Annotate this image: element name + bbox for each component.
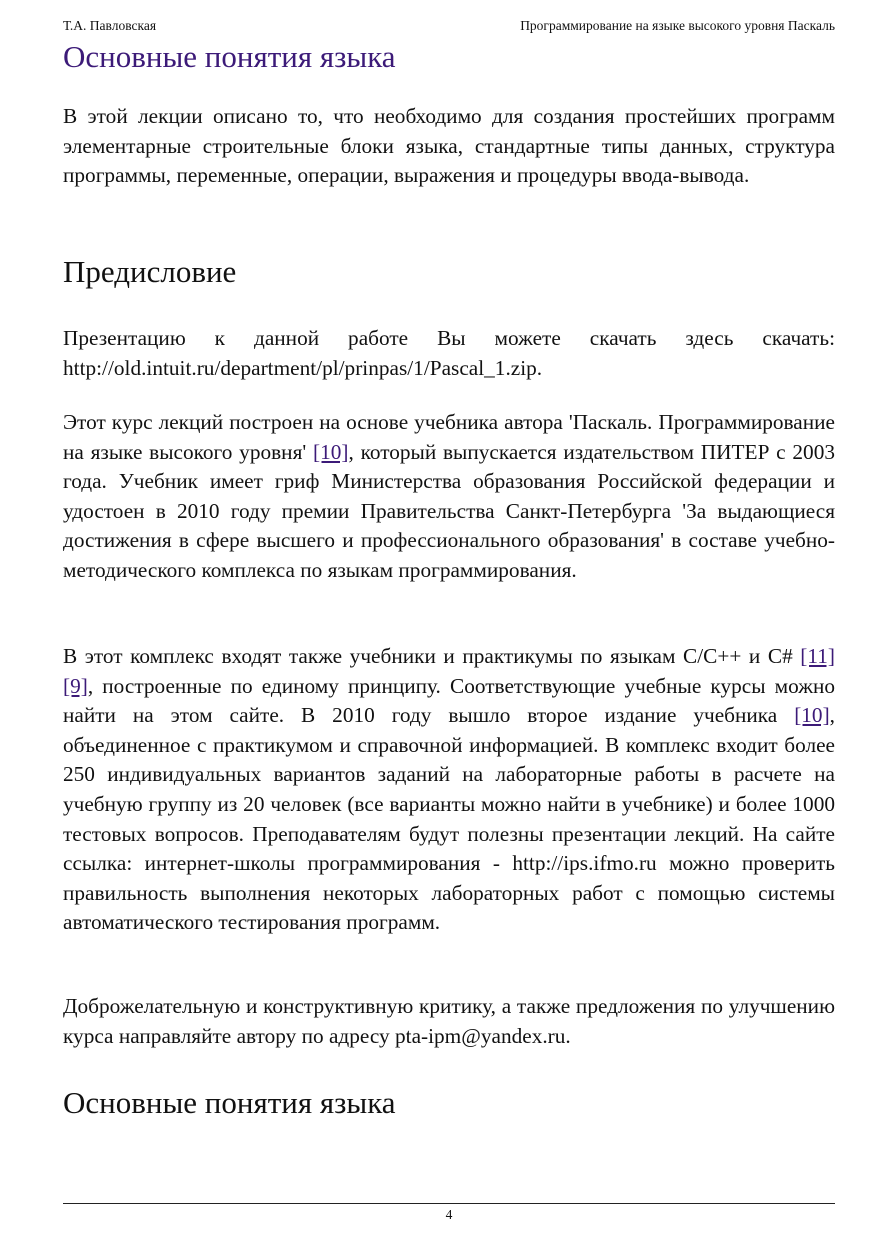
footer-divider xyxy=(63,1203,835,1204)
intro-paragraph: В этой лекции описано то, что необходимо для создания простейших программ элементарные строительные блоки языка, стандартные типы данных, структура программы, переменные, операции, выражения и процедуры ввода-вывода. xyxy=(63,104,835,188)
reference-link-11[interactable]: [11] xyxy=(800,644,835,668)
reference-link-10[interactable]: [10] xyxy=(312,439,349,464)
page-number: 4 xyxy=(445,1207,453,1222)
p2-text-after: , который выпускается издательством ПИТЕР с 2003 года. Учебник имеет гриф Министерства образования Российской федерации и удостоен в 2010 году премии Правительства Санкт-Петербурга 'За выдающиеся достижения в сфере высшего и профессионального образования' в составе учебно-методического комплекса по языкам программирования. xyxy=(63,439,835,582)
p3-text-after: , объединенное с практикумом и справочной информацией. В комплекс входит более 250 индивидуальных вариантов заданий на лабораторные работы в расчете на учебную группу из 20 человек (все варианты можно найти в учебнике) и более 1000 тестовых вопросов. Преподавателям будут полезны презентации лекций. На сайте ссылка: интернет-школы программирования - http://ips.ifmo.ru можно проверить правильность выполнения некоторых лабораторных работ с помощью системы автоматического тестирования программ. xyxy=(63,703,835,935)
section-heading: Основные понятия языка xyxy=(63,1085,396,1120)
p3-text-middle: , построенные по единому принципу. Соответствующие учебные курсы можно найти на этом сайте. В 2010 году вышло второе издание учебника xyxy=(63,673,835,728)
document-page xyxy=(63,0,835,1241)
preface-heading: Предисловие xyxy=(63,254,237,289)
header-course-title: Программирование на языке высокого уровня Паскаль xyxy=(520,18,835,33)
p2-text-before: Этот курс лекций построен на основе учебника автора 'Паскаль. Программирование на языке высокого уровня' xyxy=(63,410,835,464)
preface-paragraph-2 xyxy=(63,408,835,586)
header-author: Т.А. Павловская xyxy=(63,18,157,33)
preface-paragraph-3 xyxy=(63,642,835,938)
p3-text-before: В этот комплекс входят также учебники и практикумы по языкам C/C++ и C# xyxy=(63,644,801,668)
lecture-title: Основные понятия языка xyxy=(63,39,396,74)
running-header xyxy=(63,17,835,35)
reference-link-10-second[interactable]: [10] xyxy=(794,703,830,728)
preface-paragraph-1: Презентацию к данной работе Вы можете скачать здесь скачать: http://old.intuit.ru/department/pl/prinpas/1/Pascal_1.zip. xyxy=(63,326,835,380)
reference-link-9[interactable]: [9] xyxy=(63,673,88,698)
preface-paragraph-4: Доброжелательную и конструктивную критику, а также предложения по улучшению курса направляйте автору по адресу pta-ipm@yandex.ru. xyxy=(63,994,835,1048)
